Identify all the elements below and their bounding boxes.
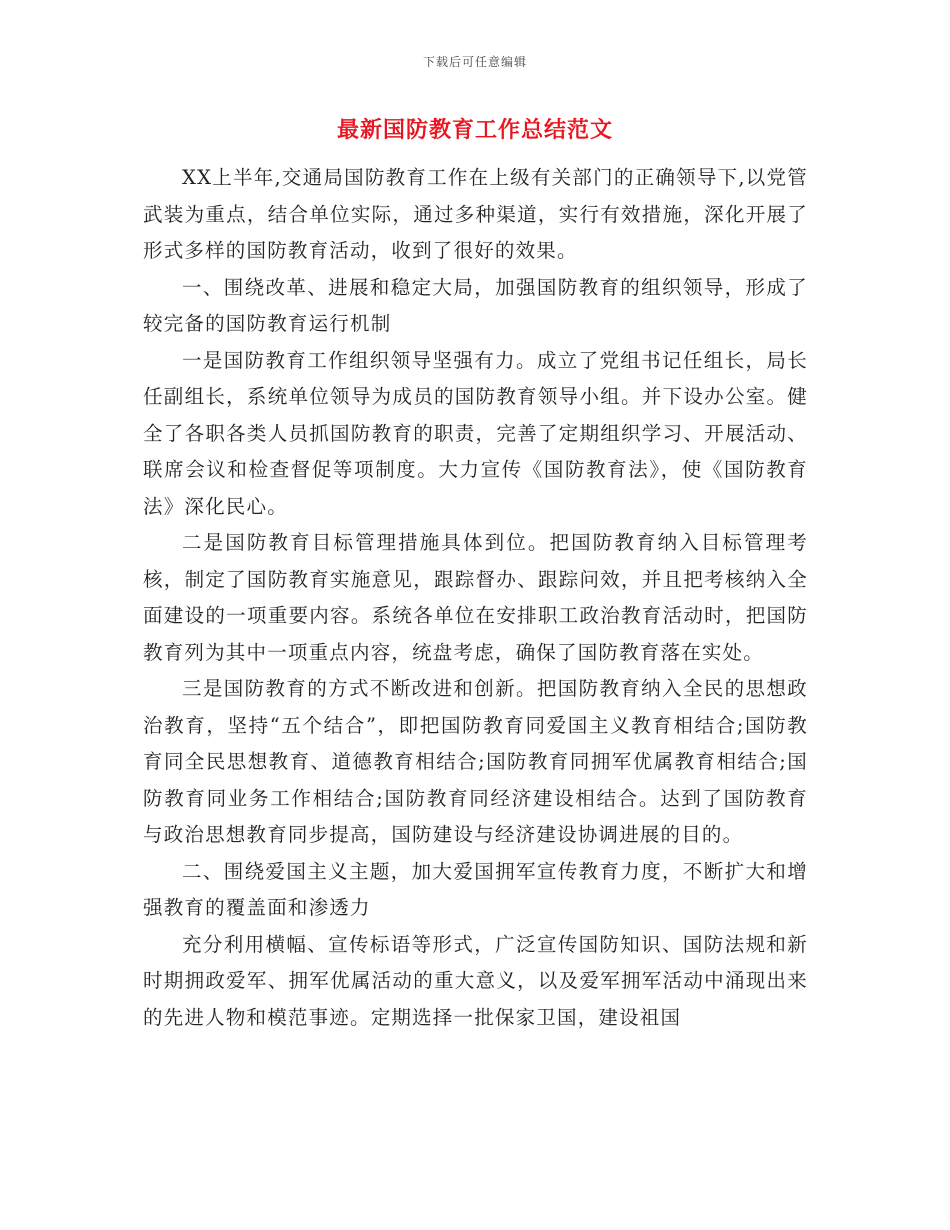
paragraph: 一是国防教育工作组织领导坚强有力。成立了党组书记任组长，局长任副组长，系统单位领导为成员的国防教育领导小组。并下设办公室。健全了各职各类人员抓国防教育的职责，完善了定期组织学习、开展活动、联席会议和检查督促等项制度。大力宣传《国防教育法》，使《国防教育法》深化民心。 (143, 348, 808, 518)
paragraph: 三是国防教育的方式不断改进和创新。把国防教育纳入全民的思想政治教育，坚持“五个结合”，即把国防教育同爱国主义教育相结合;国防教育同全民思想教育、道德教育相结合;国防教育同拥军优属教育相结合;国防教育同业务工作相结合;国防教育同经济建设相结合。达到了国防教育与政治思想教育同步提高，国防建设与经济建设协调进展的目的。 (143, 677, 808, 846)
section-heading: 二、围绕爱国主义主题，加大爱国拥军宣传教育力度，不断扩大和增强教育的覆盖面和渗透力 (143, 859, 808, 919)
paragraph: 充分利用横幅、宣传标语等形式，广泛宣传国防知识、国防法规和新时期拥政爱军、拥军优属活动的重大意义，以及爱军拥军活动中涌现出来的先进人物和模范事迹。定期选择一批保家卫国，建设祖国 (143, 932, 808, 1029)
document-title: 最新国防教育工作总结范文 (336, 118, 613, 143)
header-note: 下载后可任意编辑 (422, 55, 527, 69)
section-heading: 一、围绕改革、进展和稳定大局，加强国防教育的组织领导，形成了较完备的国防教育运行机制 (143, 275, 808, 335)
paragraph: 二是国防教育目标管理措施具体到位。把国防教育纳入目标管理考核，制定了国防教育实施意见，跟踪督办、跟踪问效，并且把考核纳入全面建设的一项重要内容。系统各单位在安排职工政治教育活动时，把国防教育列为其中一项重点内容，统盘考虑，确保了国防教育落在实处。 (143, 531, 808, 664)
paragraph: XX上半年,交通局国防教育工作在上级有关部门的正确领导下,以党管武装为重点，结合单位实际，通过多种渠道，实行有效措施，深化开展了形式多样的国防教育活动，收到了很好的效果。 (143, 166, 808, 262)
document-body (143, 160, 808, 1036)
